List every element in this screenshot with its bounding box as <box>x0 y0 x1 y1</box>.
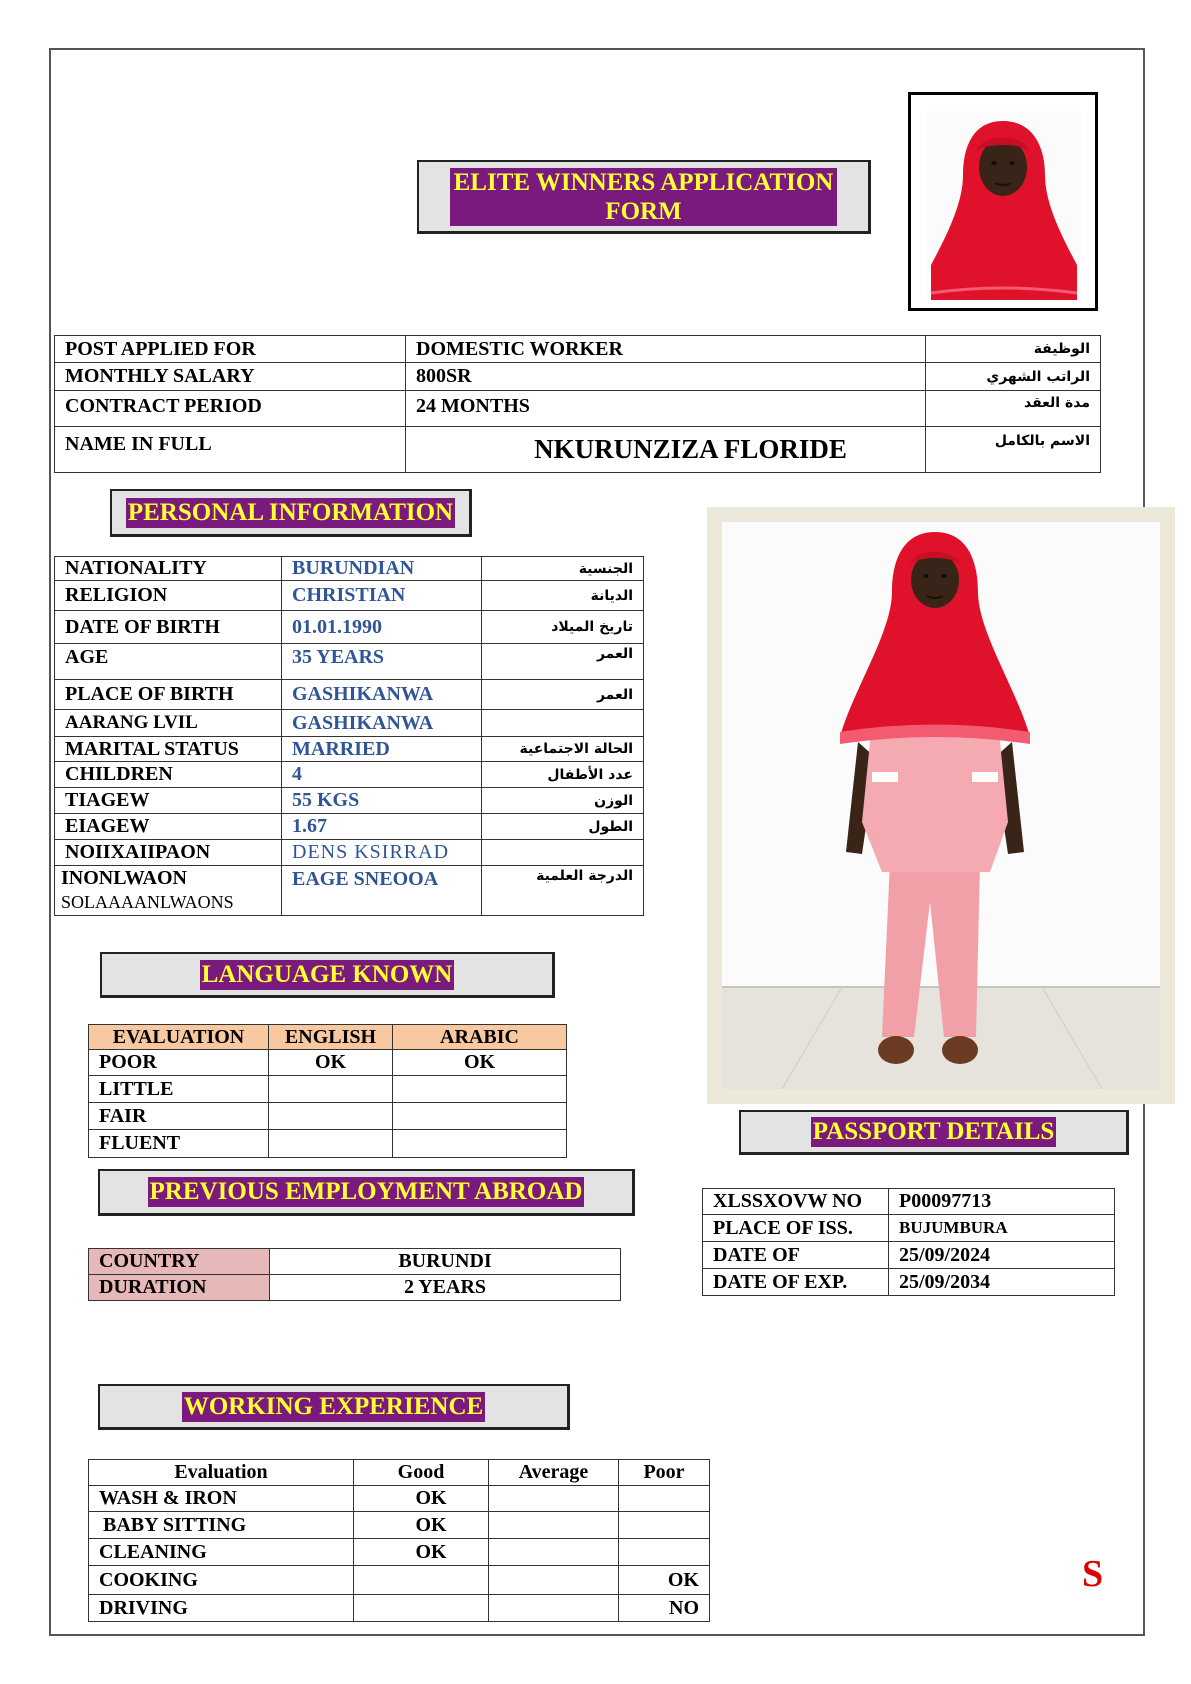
language-english <box>269 1130 393 1158</box>
personal-arabic: الحالة الاجتماعية <box>482 737 644 762</box>
working-header-row <box>89 1460 710 1486</box>
working-skill: BABY SITTING <box>89 1512 354 1539</box>
job-arabic: الراتب الشهري <box>926 363 1101 391</box>
personal-value: BURUNDIAN <box>282 557 482 581</box>
language-heading-box <box>100 952 555 998</box>
personal-value: DENS KSIRRAD <box>282 840 482 866</box>
personal-arabic <box>482 840 644 866</box>
personal-value: GASHIKANWA <box>282 710 482 737</box>
language-english <box>269 1103 393 1130</box>
previous-label: COUNTRY <box>89 1249 270 1275</box>
passport-row <box>703 1242 1115 1269</box>
full-body-image <box>722 522 1160 1089</box>
working-average <box>489 1566 619 1595</box>
full-body-photo-frame <box>707 507 1175 1104</box>
passport-row <box>703 1215 1115 1242</box>
personal-row <box>55 866 644 916</box>
language-arabic <box>393 1103 567 1130</box>
working-good: OK <box>354 1539 489 1566</box>
full-name-value: NKURUNZIZA FLORIDE <box>406 427 926 473</box>
personal-value: 55 KGS <box>282 788 482 814</box>
language-arabic: OK <box>393 1050 567 1076</box>
personal-value: 01.01.1990 <box>282 611 482 644</box>
language-col-evaluation: EVALUATION <box>89 1025 269 1050</box>
language-level: POOR <box>89 1050 269 1076</box>
job-label: CONTRACT PERIOD <box>55 391 406 427</box>
passport-heading-box <box>739 1110 1129 1155</box>
language-heading: LANGUAGE KNOWN <box>201 960 453 988</box>
personal-row <box>55 710 644 737</box>
corner-mark: S <box>1082 1553 1104 1595</box>
language-row <box>89 1050 567 1076</box>
job-label: NAME IN FULL <box>55 427 406 473</box>
job-label: MONTHLY SALARY <box>55 363 406 391</box>
personal-value: 35 YEARS <box>282 644 482 680</box>
language-level: FAIR <box>89 1103 269 1130</box>
language-col-english: ENGLISH <box>269 1025 393 1050</box>
working-row <box>89 1512 710 1539</box>
personal-arabic: الديانة <box>482 581 644 611</box>
personal-arabic <box>482 710 644 737</box>
personal-label: RELIGION <box>55 581 282 611</box>
personal-heading: PERSONAL INFORMATION <box>127 498 454 526</box>
personal-row <box>55 581 644 611</box>
working-col-evaluation: Evaluation <box>89 1460 354 1486</box>
working-average <box>489 1486 619 1512</box>
passport-table <box>702 1188 1115 1296</box>
personal-label <box>55 866 282 916</box>
personal-row <box>55 680 644 710</box>
personal-table <box>54 556 644 916</box>
working-col-good: Good <box>354 1460 489 1486</box>
language-english <box>269 1076 393 1103</box>
working-skill: CLEANING <box>89 1539 354 1566</box>
personal-row <box>55 788 644 814</box>
previous-value: BURUNDI <box>270 1249 621 1275</box>
working-table <box>88 1459 710 1622</box>
working-row <box>89 1539 710 1566</box>
language-level: LITTLE <box>89 1076 269 1103</box>
personal-row <box>55 611 644 644</box>
personal-heading-box <box>110 489 472 537</box>
working-col-average: Average <box>489 1460 619 1486</box>
language-col-arabic: ARABIC <box>393 1025 567 1050</box>
personal-arabic: العمر <box>482 680 644 710</box>
job-arabic: الوظيفة <box>926 336 1101 363</box>
personal-row <box>55 840 644 866</box>
form-title-line2: FORM <box>605 197 682 225</box>
form-title-box <box>417 160 871 234</box>
personal-value: MARRIED <box>282 737 482 762</box>
working-good: OK <box>354 1486 489 1512</box>
language-arabic <box>393 1076 567 1103</box>
personal-label: AARANG LVIL <box>55 710 282 737</box>
working-poor <box>619 1539 710 1566</box>
working-average <box>489 1539 619 1566</box>
previous-row <box>89 1249 621 1275</box>
personal-value: 1.67 <box>282 814 482 840</box>
working-row <box>89 1566 710 1595</box>
personal-arabic: الوزن <box>482 788 644 814</box>
previous-row <box>89 1275 621 1301</box>
previous-label: DURATION <box>89 1275 270 1301</box>
personal-value: 4 <box>282 762 482 788</box>
working-poor <box>619 1512 710 1539</box>
passport-value: BUJUMBURA <box>889 1215 1115 1242</box>
job-value: 800SR <box>406 363 926 391</box>
passport-label: DATE OF <box>703 1242 889 1269</box>
working-poor <box>619 1486 710 1512</box>
personal-label: MARITAL STATUS <box>55 737 282 762</box>
portrait-photo <box>908 92 1098 311</box>
job-row <box>55 427 1101 473</box>
job-arabic: الاسم بالكامل <box>926 427 1101 473</box>
personal-arabic: الطول <box>482 814 644 840</box>
personal-arabic: العمر <box>482 644 644 680</box>
passport-value: 25/09/2034 <box>889 1269 1115 1296</box>
personal-label: NATIONALITY <box>55 557 282 581</box>
personal-label: PLACE OF BIRTH <box>55 680 282 710</box>
personal-label: CHILDREN <box>55 762 282 788</box>
personal-value: CHRISTIAN <box>282 581 482 611</box>
personal-arabic: تاريخ الميلاد <box>482 611 644 644</box>
language-level: FLUENT <box>89 1130 269 1158</box>
language-arabic <box>393 1130 567 1158</box>
language-row <box>89 1130 567 1158</box>
working-skill: WASH & IRON <box>89 1486 354 1512</box>
working-poor: NO <box>619 1595 710 1622</box>
personal-arabic: عدد الأطفال <box>482 762 644 788</box>
working-skill: COOKING <box>89 1566 354 1595</box>
personal-label: AGE <box>55 644 282 680</box>
personal-label: DATE OF BIRTH <box>55 611 282 644</box>
personal-label: TIAGEW <box>55 788 282 814</box>
passport-heading: PASSPORT DETAILS <box>812 1118 1055 1145</box>
form-title-line1: ELITE WINNERS APPLICATION <box>453 168 834 196</box>
working-heading: WORKING EXPERIENCE <box>183 1392 484 1420</box>
language-row <box>89 1076 567 1103</box>
job-row <box>55 391 1101 427</box>
working-skill: DRIVING <box>89 1595 354 1622</box>
job-value: 24 MONTHS <box>406 391 926 427</box>
portrait-image <box>911 95 1095 308</box>
job-arabic: مدة العقد <box>926 391 1101 427</box>
working-average <box>489 1512 619 1539</box>
passport-row <box>703 1189 1115 1215</box>
working-col-poor: Poor <box>619 1460 710 1486</box>
personal-row <box>55 814 644 840</box>
job-row <box>55 336 1101 363</box>
working-heading-box <box>98 1384 570 1430</box>
personal-label: EIAGEW <box>55 814 282 840</box>
job-value: DOMESTIC WORKER <box>406 336 926 363</box>
education-label-2: SOLAAAANLWAONS <box>61 892 234 912</box>
personal-row <box>55 737 644 762</box>
form-title <box>450 168 838 226</box>
education-label: INONLWAON <box>61 867 187 889</box>
working-good <box>354 1566 489 1595</box>
job-row <box>55 363 1101 391</box>
personal-value: EAGE SNEOOA <box>282 866 482 916</box>
language-english: OK <box>269 1050 393 1076</box>
previous-heading-box <box>98 1169 635 1216</box>
language-header-row <box>89 1025 567 1050</box>
working-average <box>489 1595 619 1622</box>
personal-row <box>55 762 644 788</box>
personal-label: NOIIXAIIPAON <box>55 840 282 866</box>
language-row <box>89 1103 567 1130</box>
personal-arabic: الجنسية <box>482 557 644 581</box>
job-label: POST APPLIED FOR <box>55 336 406 363</box>
personal-row <box>55 557 644 581</box>
passport-label: PLACE OF ISS. <box>703 1215 889 1242</box>
full-body-photo <box>722 522 1160 1089</box>
personal-value: GASHIKANWA <box>282 680 482 710</box>
personal-row <box>55 644 644 680</box>
language-table <box>88 1024 567 1158</box>
working-row <box>89 1595 710 1622</box>
passport-label: DATE OF EXP. <box>703 1269 889 1296</box>
passport-value: P00097713 <box>889 1189 1115 1215</box>
previous-table <box>88 1248 621 1301</box>
working-row <box>89 1486 710 1512</box>
working-poor: OK <box>619 1566 710 1595</box>
passport-row <box>703 1269 1115 1296</box>
job-table <box>54 335 1101 473</box>
passport-label: XLSSXOVW NO <box>703 1189 889 1215</box>
personal-arabic: الدرجة العلمية <box>482 866 644 916</box>
passport-value: 25/09/2024 <box>889 1242 1115 1269</box>
working-good <box>354 1595 489 1622</box>
previous-heading: PREVIOUS EMPLOYMENT ABROAD <box>149 1178 583 1205</box>
working-good: OK <box>354 1512 489 1539</box>
previous-value: 2 YEARS <box>270 1275 621 1301</box>
